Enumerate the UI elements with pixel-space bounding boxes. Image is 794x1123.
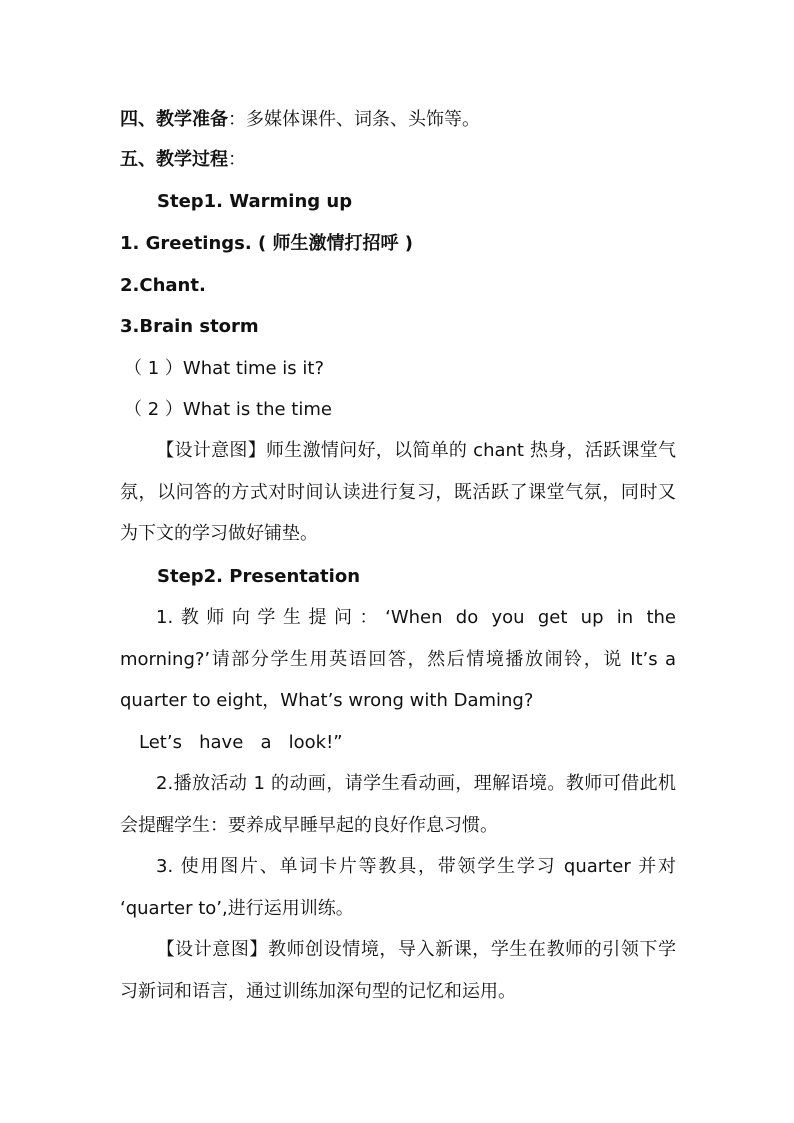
- step1-design-intent: [120, 430, 676, 555]
- step1-design-intent-text: 【设计意图】师生激情问好，以简单的 chant 热身，活跃课堂气氛，以问答的方式对时间认读进行复习，既活跃了课堂气氛，同时又为下文的学习做好铺垫。: [120, 440, 676, 545]
- step2-point-2: [120, 763, 676, 846]
- step2-point-3-text: 3. 使用图片、单词卡片等教具，带领学生学习 quarter 并对 ‘quarter to’,进行运用训练。: [120, 856, 676, 919]
- step1-question-1: （ 1 ）What time is it?: [124, 358, 325, 379]
- step1-item-chant: 2.Chant.: [120, 275, 206, 296]
- section-4-line: [120, 108, 680, 132]
- step1-item-brainstorm: 3.Brain storm: [120, 316, 259, 337]
- step2-point-1-continuation: Let’s have a look!”: [139, 732, 343, 753]
- step1-title: Step1. Warming up: [157, 191, 353, 212]
- step2-design-intent-text: 【设计意图】教师创设情境，导入新课，学生在教师的引领下学习新词和语言，通过训练加深句型的记忆和运用。: [120, 939, 676, 1002]
- step2-point-3: [120, 846, 676, 929]
- step2-point-1: [120, 597, 676, 722]
- step2-point-2-text: 2.播放活动 1 的动画，请学生看动画，理解语境。教师可借此机会提醒学生：要养成早睡早起的良好作息习惯。: [120, 773, 676, 836]
- section-5-colon: ：: [228, 149, 246, 170]
- section-5-heading: 五、教学过程: [120, 149, 228, 170]
- section-5-line: [120, 148, 680, 172]
- step2-point-1-text: 1.教师向学生提问：‘When do you get up in the morning?’请部分学生用英语回答，然后情境播放闹铃，说 It’s a quarter to eight，What’s wrong with Daming?: [120, 607, 676, 712]
- section-4-heading: 四、教学准备: [120, 109, 228, 130]
- step1-question-2: （ 2 ）What is the time: [124, 399, 332, 420]
- step2-title: Step2. Presentation: [157, 566, 361, 587]
- step2-design-intent: [120, 929, 676, 1012]
- section-4-content: ：多媒体课件、词条、头饰等。: [228, 109, 480, 130]
- step1-item-greetings: 1. Greetings. ( 师生激情打招呼 ): [120, 233, 413, 254]
